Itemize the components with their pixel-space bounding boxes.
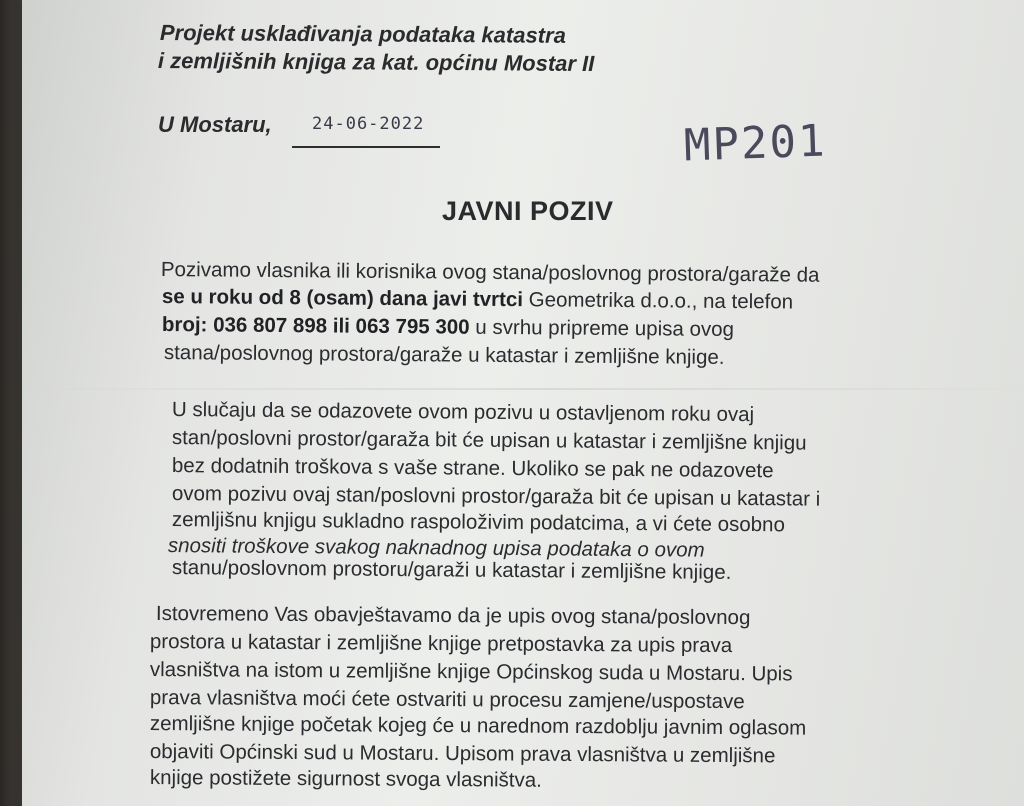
paragraph-1-line-4: stana/poslovnog prostora/garaže u katastar i zemljišne knjige.: [163, 341, 725, 369]
paragraph-3-line-4: prava vlasništva moći ćete ostvariti u procesu zamjene/uspostave: [149, 686, 745, 714]
purpose-text: u svrhu pripreme upisa ovog: [475, 315, 735, 341]
handwritten-date: 24-06-2022: [312, 114, 425, 134]
company-text: Geometrika d.o.o., na telefon: [528, 288, 794, 314]
paragraph-2-line-3: bez dodatnih troškova s vaše strane. Ukoliko se pak ne odazovete: [171, 454, 774, 483]
paragraph-3-line-2: prostora u katastar i zemljišne knjige pretpostavka za upis prava: [149, 630, 733, 658]
paragraph-3-line-3: vlasništva na istom u zemljišne knjige Općinskog suda u Mostaru. Upis: [149, 658, 793, 686]
paragraph-2-line-1: U slučaju da se odazovete ovom pozivu u ostavljenom roku ovaj: [171, 398, 755, 427]
handwritten-code: MP201: [683, 115, 828, 172]
paragraph-3-line-7: knjige postižete sigurnost svoga vlasništva.: [149, 766, 542, 792]
paragraph-3-line-1: Istovremeno Vas obavještavamo da je upis ovog stana/poslovnog: [155, 602, 751, 630]
header-line-1: Projekt usklađivanja podataka katastra: [159, 20, 566, 48]
paper-fold: [22, 388, 1024, 390]
paragraph-2-line-4: ovom pozivu ovaj stan/poslovni prostor/garaža bit će upisan u katastar i: [171, 482, 821, 511]
place-label: U Mostaru,: [158, 112, 272, 137]
deadline-text: se u roku od 8 (osam) dana javi tvrtci: [161, 285, 524, 312]
paragraph-2-line-7: stanu/poslovnom prostoru/garaži u katastar i zemljišne knjige.: [171, 556, 732, 584]
paragraph-1-line-1: Pozivamo vlasnika ili korisnika ovog stana/poslovnog prostora/garaže da: [160, 258, 820, 287]
header-line-2: i zemljišnih knjiga za kat. općinu Mostar II: [157, 48, 595, 77]
phone-numbers: broj: 036 807 898 ili 063 795 300: [161, 313, 470, 339]
paragraph-3-line-5: zemljišne knjige početak kojeg će u narednom razdoblju javnim oglasom: [149, 712, 807, 740]
paragraph-1-line-3: [162, 313, 734, 342]
paragraph-2-line-6: snositi troškove svakog naknadnog upisa podataka o ovom: [167, 534, 705, 562]
date-underline: [292, 146, 440, 148]
paragraph-3-line-6: objaviti Općinski sud u Mostaru. Upisom prava vlasništva u zemljišne: [149, 740, 776, 768]
document-title: JAVNI POZIV: [442, 196, 614, 226]
paragraph-2-line-2: stan/poslovni prostor/garaža bit će upisan u katastar i zemljišne knjigu: [171, 426, 807, 455]
paragraph-2-line-5: zemljišnu knjigu sukladno raspoloživim podatcima, a vi ćete osobno: [171, 508, 786, 537]
